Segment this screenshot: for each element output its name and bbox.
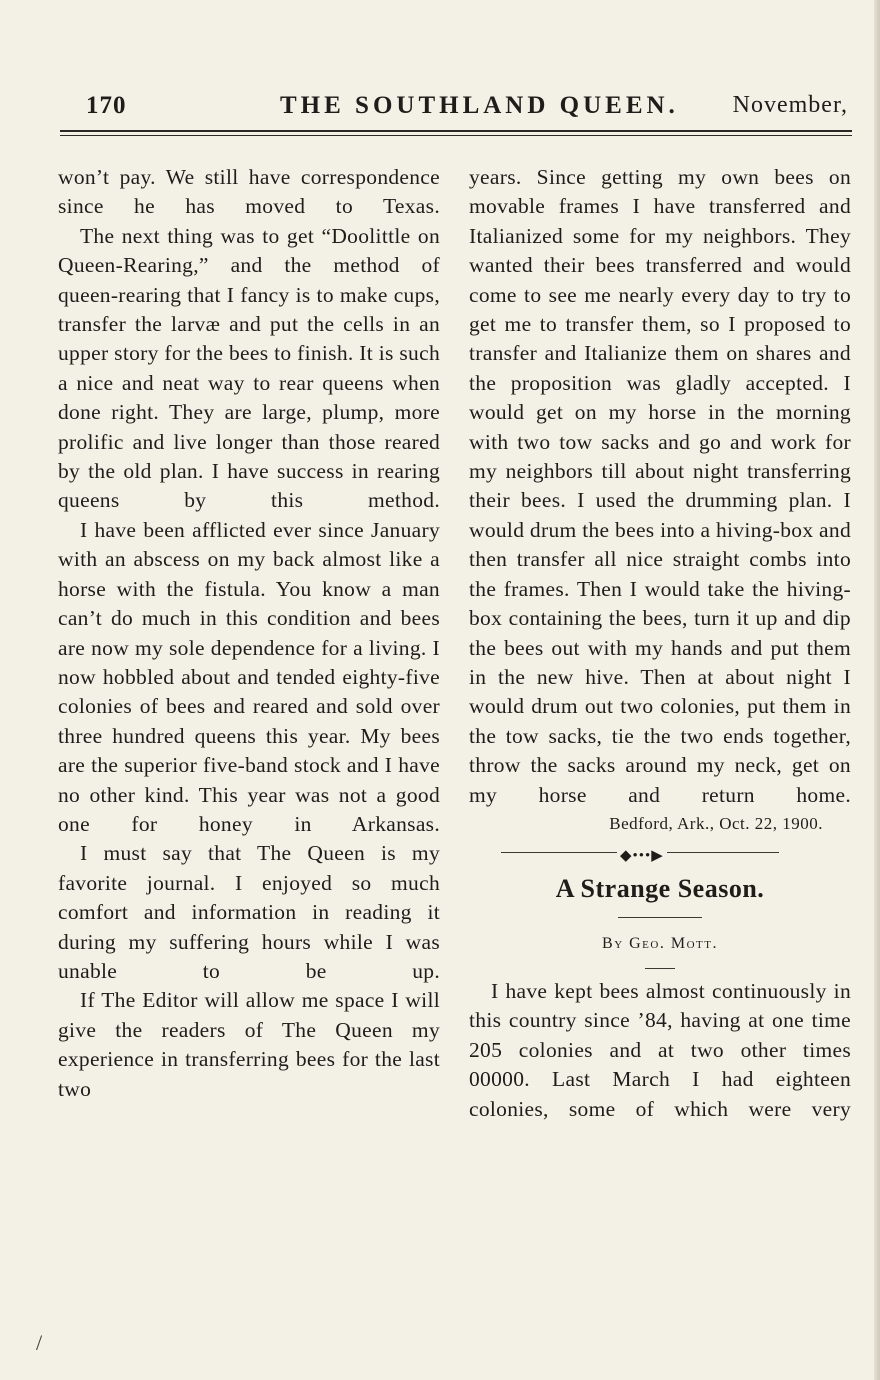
section-divider [469, 841, 851, 867]
left-paragraph-1: won’t pay. We still have correspondence since he has moved to Texas. [58, 165, 440, 219]
running-header [60, 92, 850, 132]
right-paragraph-1: years. Since getting my own bees on movable frames I have transferred and Italianized some for my neighbors. They wanted their bees transferred and would come to see me nearly every day to try to get me to transfer them, so I proposed to transfer and Italianize them on shares and the proposition was gladly accepted. I would get on my horse in the morning with two tow sacks and go and work for my neighbors till about night transferring their bees. I used the drumming plan. I would drum the bees into a hiving-box and then transfer all nice straight combs into the frames. Then I would take the hiving-box containing the bees, turn it up and dip the bees out with my hands and put them in the new hive. Then at about night I would drum out two colonies, put them in the tow sacks, tie the two ends together, throw the sacks around my neck, get on my horse and return home. [469, 165, 851, 807]
article-paragraph-1: I have kept bees almost continuously in this country since ’84, having at one time 205 colonies and at two other times 00000. Last March I had eighteen colonies, some of which were very [469, 978, 851, 1121]
article-byline: By Geo. Mott. [602, 934, 718, 952]
header-rule-thin [60, 135, 852, 136]
article-title: A Strange Season. [555, 873, 765, 903]
divider-ornament: ◆•••▶ [617, 842, 667, 871]
left-paragraph-3: I have been afflicted ever since January with an abscess on my back almost like a horse with the fistula. You know a man can’t do much in this condition and bees are now my sole dependence for a living. I now hobbled about and tended eighty-five colonies of bees and reared and sold over three hundred queens this year. My bees are the superior five-band stock and I have no other kind. This year was not a good one for honey in Arkansas. [58, 517, 440, 836]
right-column [469, 163, 851, 1124]
left-paragraph-5: If The Editor will allow me space I will give the readers of The Queen my experience in transferring bees for the last two [58, 988, 440, 1101]
header-rule-thick [60, 130, 852, 132]
left-paragraph-4: I must say that The Queen is my favorite journal. I enjoyed so much comfort and information in reading it during my suffering hours while I was unable to be up. [58, 841, 440, 983]
dateline: Bedford, Ark., Oct. 22, 1900. [609, 813, 823, 833]
issue-month: November, [732, 92, 848, 118]
left-paragraph-2: The next thing was to get “Doolittle on Queen-Rearing,” and the method of queen-rearing that I fancy is to make cups, transfer the larvæ and put the cells in an upper story for the bees to finish. It is such a nice and neat way to rear queens when done right. They are large, plump, more prolific and live longer than those reared by the old plan. I have success in rearing queens by this method. [58, 223, 440, 513]
title-rule [618, 917, 702, 918]
page-number: 170 [86, 92, 127, 119]
page-edge-shadow [874, 0, 880, 1380]
left-column [58, 163, 440, 1104]
byline-rule [645, 968, 675, 969]
journal-title: THE SOUTHLAND QUEEN. [280, 92, 679, 119]
margin-mark: / [36, 1330, 43, 1355]
